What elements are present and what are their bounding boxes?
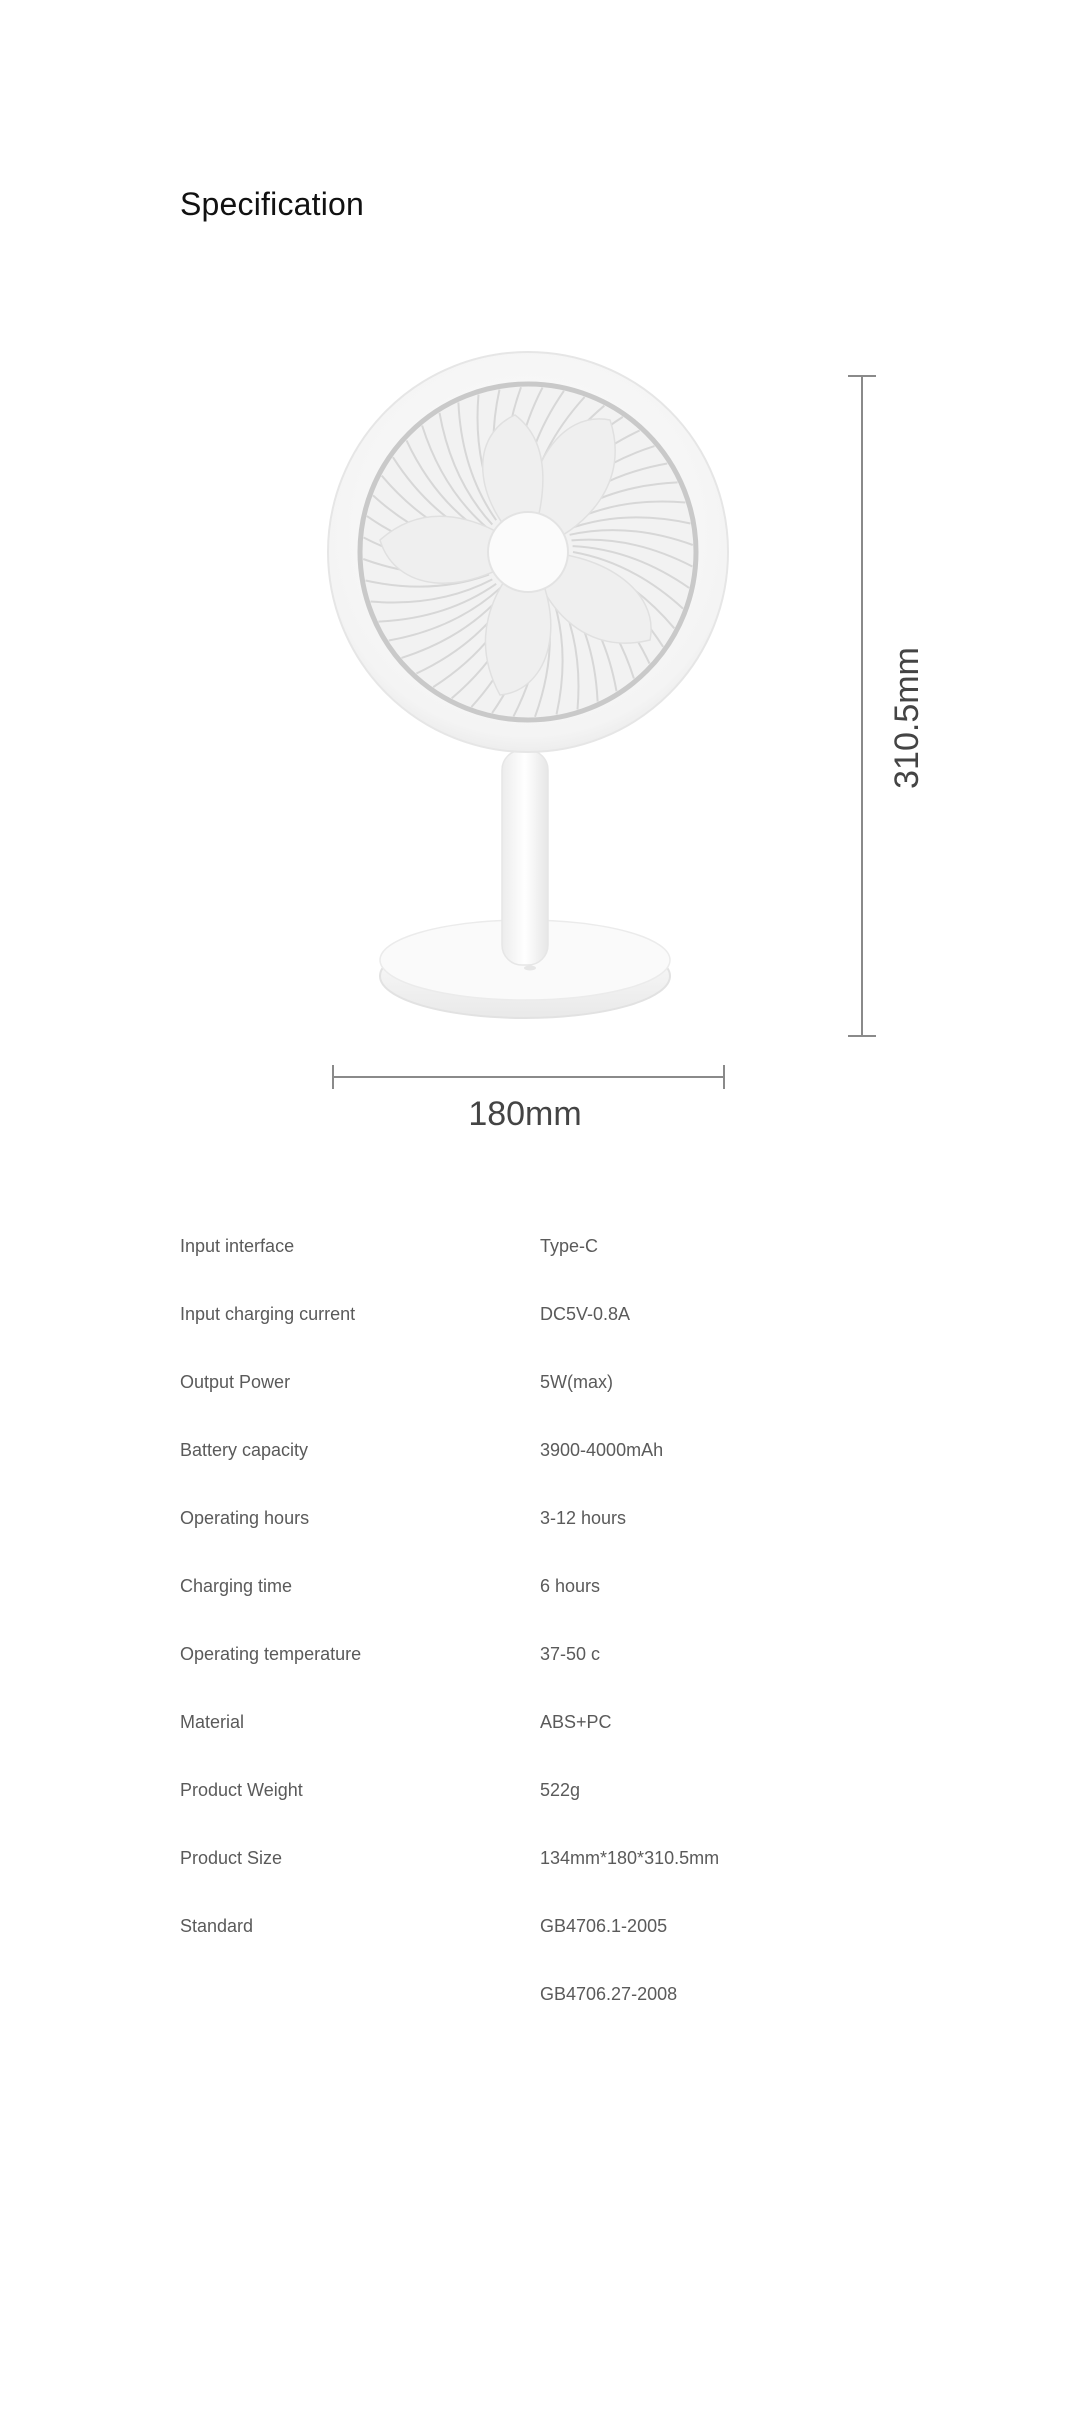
spec-row (180, 1372, 900, 1412)
spec-value: 37-50 c (540, 1644, 601, 1664)
spec-label: Operating hours (180, 1508, 310, 1528)
page-title: Specification (180, 186, 365, 222)
height-dimension (848, 376, 876, 1036)
spec-value: 3-12 hours (540, 1508, 627, 1528)
spec-value: GB4706.1-2005 (540, 1916, 668, 1936)
spec-value: Type-C (540, 1236, 599, 1256)
spec-value: ABS+PC (540, 1712, 612, 1732)
spec-row (180, 1304, 900, 1344)
spec-label: Input interface (180, 1236, 295, 1256)
spec-label: Operating temperature (180, 1644, 362, 1664)
spec-row (180, 1848, 900, 1888)
spec-value: 522g (540, 1780, 581, 1800)
spec-value: 5W(max) (540, 1372, 613, 1392)
spec-label: Product Size (180, 1848, 283, 1868)
spec-label: Standard (180, 1916, 254, 1936)
width-dimension (333, 1065, 724, 1089)
spec-row (180, 1780, 900, 1820)
spec-row (180, 1440, 900, 1480)
spec-row (180, 1644, 900, 1684)
spec-label: Product Weight (180, 1780, 303, 1800)
spec-label: Charging time (180, 1576, 293, 1596)
spec-row (180, 1916, 900, 1956)
width-label: 180mm (468, 1095, 582, 1133)
spec-row (180, 1984, 900, 2024)
spec-value: 134mm*180*310.5mm (540, 1848, 720, 1868)
spec-label: Input charging current (180, 1304, 356, 1324)
spec-label: Material (180, 1712, 245, 1732)
height-label: 310.5mm (888, 647, 926, 789)
spec-value: GB4706.27-2008 (540, 1984, 678, 2004)
spec-row (180, 1508, 900, 1548)
fan-dimension-figure (0, 320, 1080, 1160)
spec-value: 3900-4000mAh (540, 1440, 664, 1460)
spec-value: DC5V-0.8A (540, 1304, 631, 1324)
spec-row (180, 1712, 900, 1752)
spec-label: Output Power (180, 1372, 291, 1392)
spec-row (180, 1236, 900, 1276)
fan-image (328, 352, 728, 1018)
spec-label: Battery capacity (180, 1440, 309, 1460)
spec-row (180, 1576, 900, 1616)
spec-value: 6 hours (540, 1576, 601, 1596)
